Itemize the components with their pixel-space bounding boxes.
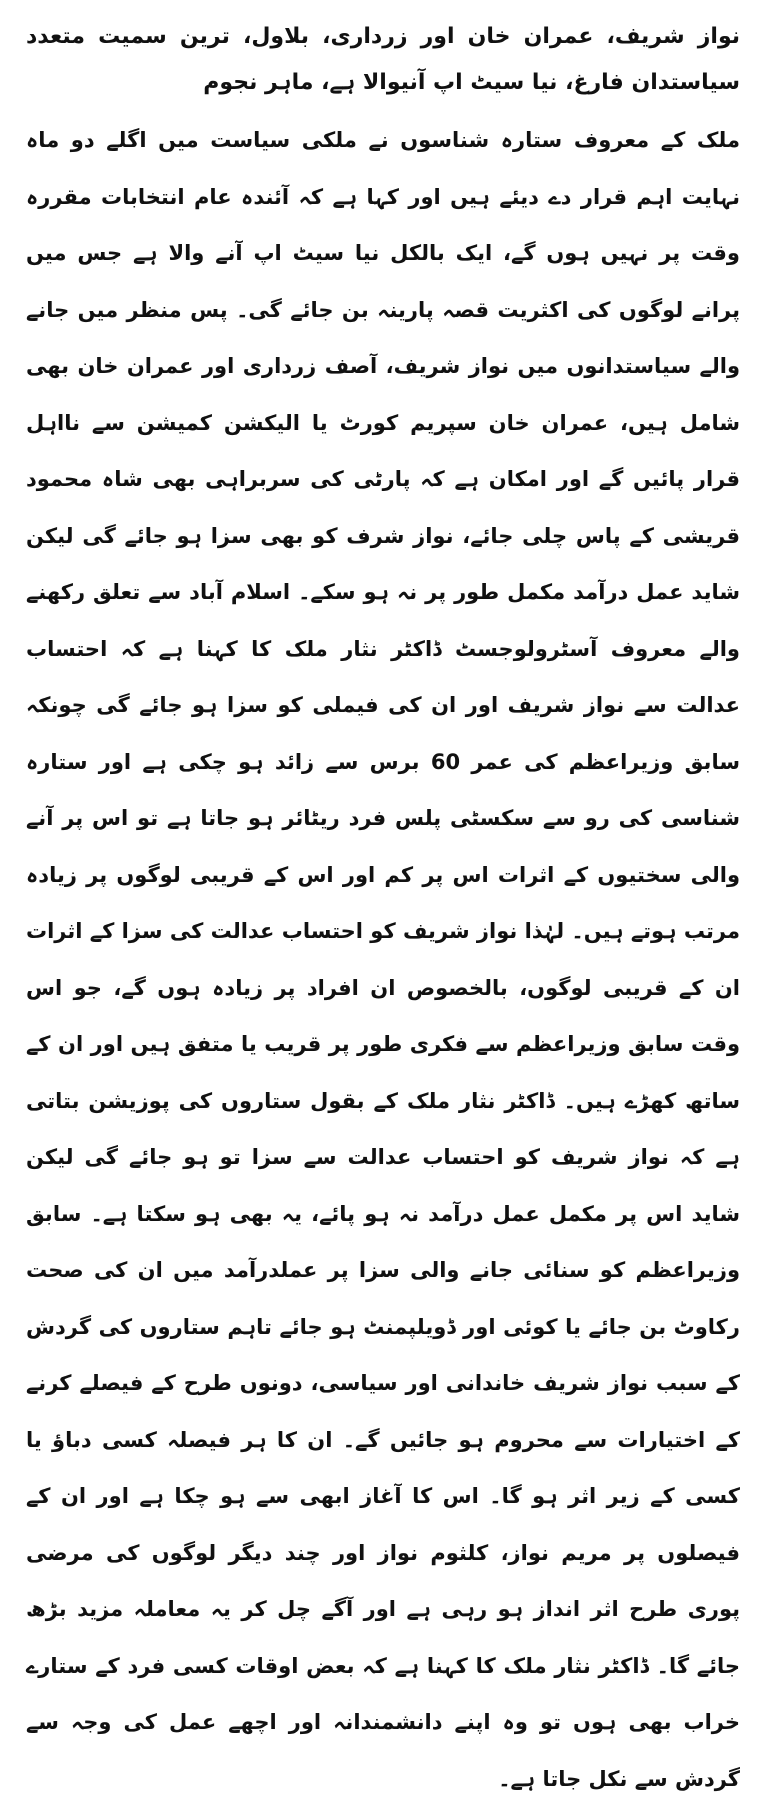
article-headline: نواز شریف، عمران خان اور زرداری، بلاول، ترین سمیت متعدد سیاستدان فارغ، نیا سیٹ اپ آنیوالا ہے، ماہر نجوم xyxy=(26,24,740,95)
article-body: ملک کے معروف ستارہ شناسوں نے ملکی سیاست میں اگلے دو ماہ نہایت اہم قرار دے دیئے ہیں اور کہا ہے کہ آئندہ عام انتخابات مقررہ وقت پر نہیں ہوں گے، ایک بالکل نیا سیٹ اپ آنے والا ہے جس میں پرانے لوگوں کی اکثریت قصہ پارینہ بن جائے گی۔ پس منظر میں جانے والے سیاستدانوں میں نواز شریف، آصف زرداری اور عمران خان بھی شامل ہیں، عمران خان سپریم کورٹ یا الیکشن کمیشن سے نااہل قرار پائیں گے اور امکان ہے کہ پارٹی کی سربراہی بھی شاہ محمود قریشی کے پاس چلی جائے، نواز شرف کو بھی سزا ہو جائے گی لیکن شاید عمل درآمد مکمل طور پر نہ ہو سکے۔ اسلام آباد سے تعلق رکھنے والے معروف آسٹرولوجسٹ ڈاکٹر نثار ملک کا کہنا ہے کہ احتساب عدالت سے نواز شریف اور ان کی فیملی کو سزا ہو جائے گی چونکہ سابق وزیراعظم کی عمر 60 برس سے زائد ہو چکی ہے اور ستارہ شناسی کی رو سے سکسٹی پلس فرد ریٹائر ہو جاتا ہے تو اس پر آنے والی سختیوں کے اثرات اس پر کم اور اس کے قریبی لوگوں پر زیادہ مرتب ہوتے ہیں۔ لہٰذا نواز شریف کو احتساب عدالت کی سزا کے اثرات ان کے قریبی لوگوں، بالخصوص ان افراد پر زیادہ ہوں گے، جو اس وقت سابق وزیراعظم سے فکری طور پر قریب یا متفق ہیں اور ان کے ساتھ کھڑے ہیں۔ ڈاکٹر نثار ملک کے بقول ستاروں کی پوزیشن بتاتی ہے کہ نواز شریف کو احتساب عدالت سے سزا تو ہو جائے گی لیکن شاید اس پر مکمل عمل درآمد نہ ہو پائے، یہ بھی ہو سکتا ہے۔ سابق وزیراعظم کو سنائی جانے والی سزا پر عملدرآمد میں ان کی صحت رکاوٹ بن جائے یا کوئی اور ڈویلپمنٹ ہو جائے تاہم ستاروں کی گردش کے سبب نواز شریف خاندانی اور سیاسی، دونوں طرح کے فیصلے کرنے کے اختیارات سے محروم ہو جائیں گے۔ ان کا ہر فیصلہ کسی دباؤ یا کسی کے زیر اثر ہو گا۔ اس کا آغاز ابھی سے ہو چکا ہے اور ان کے فیصلوں پر مریم نواز، کلثوم نواز اور چند دیگر لوگوں کی مرضی پوری طرح اثر انداز ہو رہی ہے اور آگے چل کر یہ معاملہ مزید بڑھ جائے گا۔ ڈاکٹر نثار ملک کا کہنا ہے کہ بعض اوقات کسی فرد کے ستارے خراب بھی ہوں تو وہ اپنے دانشمندانہ اور اچھے عمل کی وجہ سے گردش سے نکل جاتا ہے۔ xyxy=(26,128,740,1791)
article xyxy=(26,14,740,1807)
